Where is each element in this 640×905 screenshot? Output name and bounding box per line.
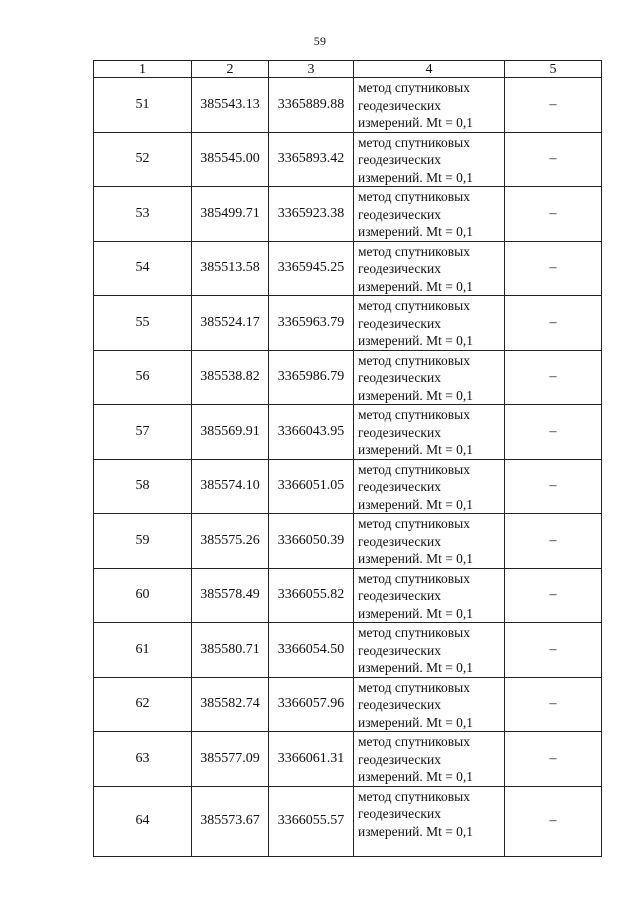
method-cell — [354, 732, 505, 787]
x-coordinate-cell: 385538.82 — [192, 350, 269, 405]
method-line-3: измерений. Mt = 0,1 — [358, 442, 474, 457]
y-coordinate-cell: 3366061.31 — [269, 732, 354, 787]
table-row — [94, 296, 602, 351]
method-line-2: геодезических — [358, 152, 441, 167]
method-line-1: метод спутниковых — [358, 625, 470, 640]
x-coordinate-cell: 385545.00 — [192, 132, 269, 187]
x-coordinate-cell: 385543.13 — [192, 78, 269, 133]
method-line-3: измерений. Mt = 0,1 — [358, 224, 474, 239]
x-coordinate-cell: 385524.17 — [192, 296, 269, 351]
method-cell — [354, 677, 505, 732]
y-coordinate-cell: 3366050.39 — [269, 514, 354, 569]
point-number-cell: 61 — [94, 623, 192, 678]
point-number-cell: 57 — [94, 405, 192, 460]
table-row — [94, 350, 602, 405]
method-line-2: геодезических — [358, 751, 441, 767]
x-coordinate-cell: 385577.09 — [192, 732, 269, 787]
y-coordinate-cell: 3365923.38 — [269, 187, 354, 242]
point-number-cell: 64 — [94, 786, 192, 856]
header-col-1: 1 — [94, 61, 192, 78]
method-line-2: геодезических — [358, 370, 441, 385]
method-line-3: измерений. Mt = 0,1 — [358, 169, 474, 185]
method-line-1: метод спутниковых — [358, 570, 470, 586]
y-coordinate-cell: 3365889.88 — [269, 78, 354, 133]
method-line-2: геодезических — [358, 315, 441, 331]
x-coordinate-cell: 385582.74 — [192, 677, 269, 732]
table-body — [94, 78, 602, 857]
method-line-1: метод спутниковых — [358, 134, 470, 150]
x-coordinate-cell: 385575.26 — [192, 514, 269, 569]
table-row — [94, 732, 602, 787]
method-line-2: геодезических — [358, 697, 441, 712]
method-line-3: измерений. Mt = 0,1 — [358, 769, 474, 784]
method-line-1: метод спутниковых — [358, 788, 470, 804]
method-cell — [354, 187, 505, 242]
y-coordinate-cell: 3366051.05 — [269, 459, 354, 514]
method-line-3: измерений. Mt = 0,1 — [358, 660, 474, 675]
table-row — [94, 78, 602, 133]
method-line-1: метод спутниковых — [358, 734, 470, 749]
x-coordinate-cell: 385573.67 — [192, 786, 269, 856]
header-col-3: 3 — [269, 61, 354, 78]
method-line-1: метод спутниковых — [358, 407, 470, 422]
x-coordinate-cell: 385574.10 — [192, 459, 269, 514]
method-line-3: измерений. Mt = 0,1 — [358, 496, 474, 512]
method-line-3: измерений. Mt = 0,1 — [358, 551, 474, 566]
point-number-cell: 51 — [94, 78, 192, 133]
point-number-cell: 63 — [94, 732, 192, 787]
method-cell — [354, 78, 505, 133]
method-line-3: измерений. Mt = 0,1 — [358, 115, 474, 130]
column-5-cell: – — [505, 187, 602, 242]
point-number-cell: 55 — [94, 296, 192, 351]
method-line-3: измерений. Mt = 0,1 — [358, 823, 474, 839]
point-number-cell: 60 — [94, 568, 192, 623]
method-line-1: метод спутниковых — [358, 189, 470, 204]
method-line-1: метод спутниковых — [358, 352, 470, 368]
method-cell — [354, 623, 505, 678]
header-col-2: 2 — [192, 61, 269, 78]
x-coordinate-cell: 385569.91 — [192, 405, 269, 460]
header-col-5: 5 — [505, 61, 602, 78]
method-line-2: геодезических — [358, 424, 441, 440]
x-coordinate-cell: 385499.71 — [192, 187, 269, 242]
coordinates-table — [93, 60, 602, 857]
method-line-3: измерений. Mt = 0,1 — [358, 387, 474, 403]
y-coordinate-cell: 3366043.95 — [269, 405, 354, 460]
point-number-cell: 54 — [94, 241, 192, 296]
column-5-cell: – — [505, 241, 602, 296]
y-coordinate-cell: 3366054.50 — [269, 623, 354, 678]
method-line-1: метод спутниковых — [358, 243, 470, 259]
table-header — [94, 61, 602, 78]
column-5-cell: – — [505, 786, 602, 856]
column-5-cell: – — [505, 623, 602, 678]
table-row — [94, 514, 602, 569]
method-cell — [354, 459, 505, 514]
y-coordinate-cell: 3365986.79 — [269, 350, 354, 405]
method-cell — [354, 514, 505, 569]
method-line-1: метод спутниковых — [358, 516, 470, 531]
x-coordinate-cell: 385513.58 — [192, 241, 269, 296]
method-line-1: метод спутниковых — [358, 298, 470, 313]
table-row — [94, 132, 602, 187]
method-line-1: метод спутниковых — [358, 80, 470, 95]
method-line-2: геодезических — [358, 479, 441, 494]
point-number-cell: 53 — [94, 187, 192, 242]
y-coordinate-cell: 3366055.82 — [269, 568, 354, 623]
method-cell — [354, 132, 505, 187]
method-line-3: измерений. Mt = 0,1 — [358, 605, 474, 621]
column-5-cell: – — [505, 350, 602, 405]
method-cell — [354, 296, 505, 351]
x-coordinate-cell: 385578.49 — [192, 568, 269, 623]
method-cell — [354, 405, 505, 460]
header-col-4: 4 — [354, 61, 505, 78]
method-line-2: геодезических — [358, 533, 441, 549]
header-row — [94, 61, 602, 78]
table-row — [94, 568, 602, 623]
method-cell — [354, 568, 505, 623]
point-number-cell: 62 — [94, 677, 192, 732]
column-5-cell: – — [505, 459, 602, 514]
table-row — [94, 405, 602, 460]
method-line-2: геодезических — [358, 642, 441, 658]
table-row — [94, 786, 602, 856]
method-line-1: метод спутниковых — [358, 461, 470, 477]
y-coordinate-cell: 3365893.42 — [269, 132, 354, 187]
table-row — [94, 187, 602, 242]
column-5-cell: – — [505, 296, 602, 351]
table-row — [94, 623, 602, 678]
method-cell — [354, 350, 505, 405]
method-line-2: геодезических — [358, 806, 441, 821]
column-5-cell: – — [505, 568, 602, 623]
table-row — [94, 241, 602, 296]
method-cell — [354, 786, 505, 856]
column-5-cell: – — [505, 514, 602, 569]
table-row — [94, 459, 602, 514]
column-5-cell: – — [505, 132, 602, 187]
table-row — [94, 677, 602, 732]
method-line-1: метод спутниковых — [358, 679, 470, 695]
column-5-cell: – — [505, 78, 602, 133]
x-coordinate-cell: 385580.71 — [192, 623, 269, 678]
y-coordinate-cell: 3366055.57 — [269, 786, 354, 856]
column-5-cell: – — [505, 677, 602, 732]
method-line-2: геодезических — [358, 206, 441, 222]
method-line-3: измерений. Mt = 0,1 — [358, 278, 474, 294]
method-cell — [354, 241, 505, 296]
point-number-cell: 56 — [94, 350, 192, 405]
method-line-2: геодезических — [358, 97, 441, 113]
method-line-3: измерений. Mt = 0,1 — [358, 714, 474, 730]
page-number: 59 — [313, 34, 327, 48]
y-coordinate-cell: 3365945.25 — [269, 241, 354, 296]
method-line-2: геодезических — [358, 588, 441, 603]
column-5-cell: – — [505, 405, 602, 460]
method-line-3: измерений. Mt = 0,1 — [358, 333, 474, 348]
point-number-cell: 58 — [94, 459, 192, 514]
column-5-cell: – — [505, 732, 602, 787]
y-coordinate-cell: 3366057.96 — [269, 677, 354, 732]
point-number-cell: 52 — [94, 132, 192, 187]
point-number-cell: 59 — [94, 514, 192, 569]
y-coordinate-cell: 3365963.79 — [269, 296, 354, 351]
method-line-2: геодезических — [358, 261, 441, 276]
